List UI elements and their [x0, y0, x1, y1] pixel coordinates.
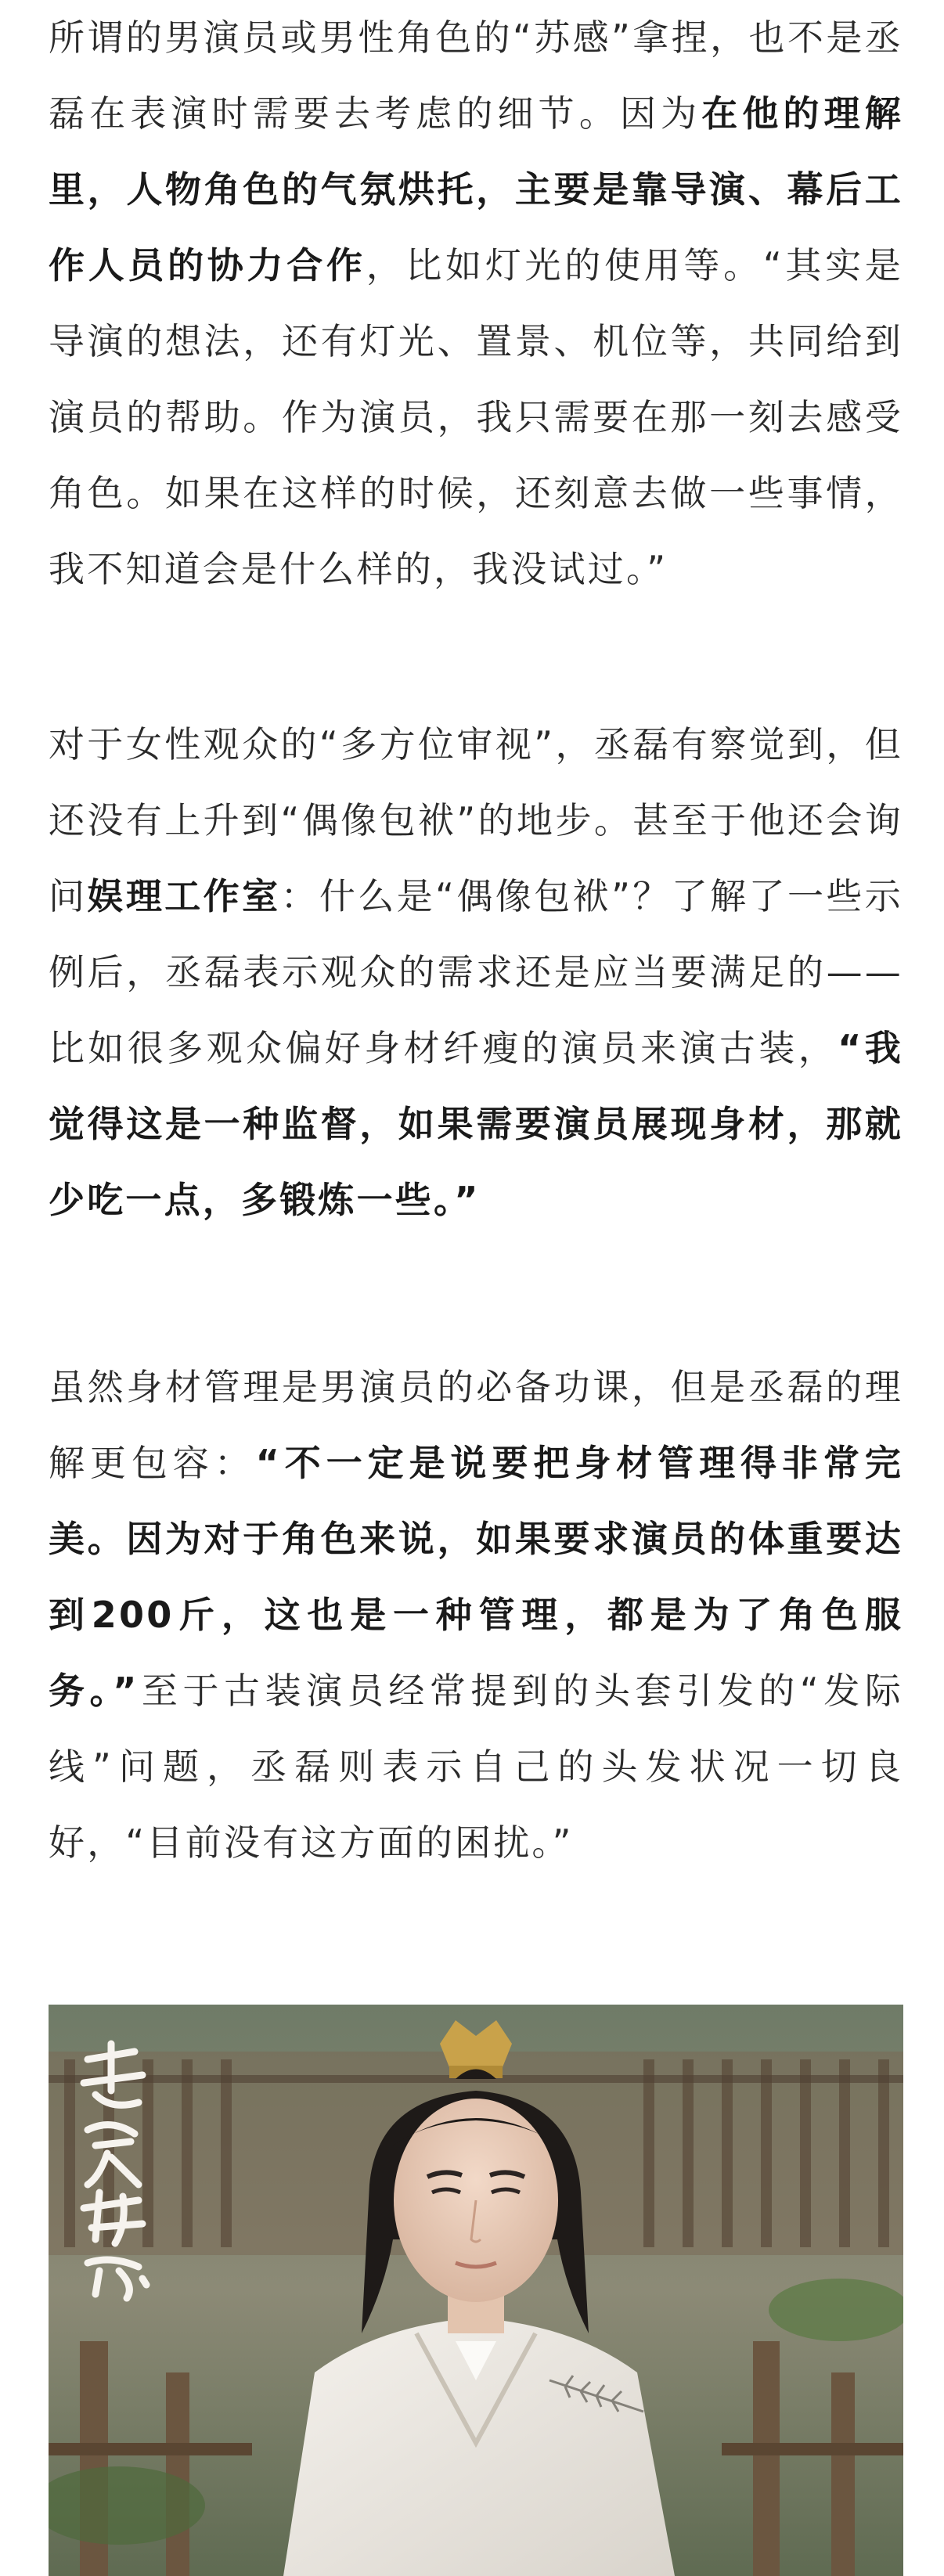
text-segment: 至于古装演员经常提到的头套引发的“发际线”问题，丞磊则表示自己的头发状况一切良好，“目前没有这方面的困扰。” — [49, 1670, 903, 1864]
text-segment: ，比如灯光的使用等。“其实是导演的想法，还有灯光、置景、机位等，共同给到演员的帮助。作为演员，我只需要在那一刻去感受角色。如果在这样的时候，还刻意去做一些事情，我不知道会是什么样的，我没试过。” — [49, 244, 903, 590]
paragraph-3 — [49, 1349, 903, 1881]
bold-text-segment: “我觉得这是一种监督，如果需要演员展现身材，那就少吃一点，多锻炼一些。” — [49, 1027, 903, 1221]
article-photo — [49, 2005, 903, 2576]
calligraphy-watermark — [64, 2036, 166, 2302]
text-segment: 所谓的男演员或男性角色的“苏感”拿捏，也不是丞磊在表演时需要去考虑的细节。因为 — [49, 16, 903, 135]
bold-text-segment: 在他的理解里，人物角色的气氛烘托，主要是靠导演、幕后工作人员的协力合作 — [49, 92, 904, 286]
paragraph-1 — [49, 0, 903, 607]
actor-still-image — [49, 2005, 903, 2576]
text-segment: 虽然身材管理是男演员的必备功课，但是丞磊的理解更包容： — [49, 1366, 903, 1484]
text-segment: ：什么是“偶像包袱”？了解了一些示例后，丞磊表示观众的需求还是应当要满足的——比如很多观众偏好身材纤瘦的演员来演古装， — [49, 875, 904, 1069]
bold-text-segment: 娱理工作室 — [87, 875, 281, 917]
bold-text-segment: “不一定是说要把身材管理得非常完美。因为对于角色来说，如果要求演员的体重要达到200斤，这也是一种管理，都是为了角色服务。” — [49, 1442, 903, 1712]
paragraph-2 — [49, 707, 903, 1238]
text-segment: 对于女性观众的“多方位审视”，丞磊有察觉到，但还没有上升到“偶像包袱”的地步。甚至于他还会询问 — [49, 723, 903, 917]
